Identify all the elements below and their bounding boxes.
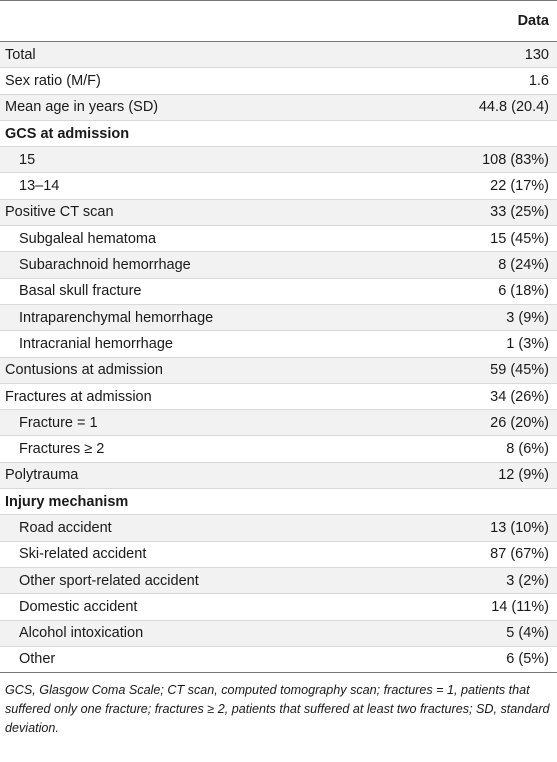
row-label: Domestic accident	[19, 598, 138, 615]
row-value: 34 (26%)	[490, 388, 549, 405]
row-label: Basal skull fracture	[19, 283, 142, 300]
row-value: 1 (3%)	[506, 335, 549, 352]
row-label: Contusions at admission	[5, 362, 163, 379]
row-label: 13–14	[19, 178, 60, 195]
row-value: 15 (45%)	[490, 230, 549, 247]
table-row	[0, 68, 557, 94]
section-row	[0, 489, 557, 515]
row-value: 8 (6%)	[506, 441, 549, 458]
table-row	[0, 42, 557, 68]
row-value: 6 (18%)	[498, 283, 549, 300]
data-column-header: Data	[517, 13, 549, 29]
row-value: 14 (11%)	[491, 598, 549, 615]
row-value: 87 (67%)	[490, 546, 549, 563]
table-row	[0, 621, 557, 647]
row-value: 26 (20%)	[490, 414, 549, 431]
table-header	[0, 0, 557, 42]
section-row	[0, 121, 557, 147]
table-row	[0, 594, 557, 620]
row-label: Road accident	[19, 519, 112, 536]
row-label: Sex ratio (M/F)	[5, 72, 101, 89]
table-row	[0, 252, 557, 278]
table-row	[0, 95, 557, 121]
row-label: 15	[19, 151, 36, 168]
row-label: Polytrauma	[5, 467, 79, 484]
row-label: Intraparenchymal hemorrhage	[19, 309, 214, 326]
row-label: Subarachnoid hemorrhage	[19, 257, 191, 274]
row-label: Fracture = 1	[19, 414, 98, 431]
table-row	[0, 200, 557, 226]
row-value: 44.8 (20.4)	[478, 99, 549, 116]
table-row	[0, 515, 557, 541]
table-row	[0, 173, 557, 199]
row-value: 6 (5%)	[506, 651, 549, 668]
table-row	[0, 226, 557, 252]
row-label: Total	[5, 46, 36, 63]
row-value: 13 (10%)	[490, 519, 549, 536]
row-value: 33 (25%)	[490, 204, 549, 221]
row-value: 12 (9%)	[498, 467, 549, 484]
table-row	[0, 436, 557, 462]
table-row	[0, 279, 557, 305]
row-value: 5 (4%)	[506, 625, 549, 642]
row-label: Intracranial hemorrhage	[19, 335, 173, 352]
row-label: Ski-related accident	[19, 546, 147, 563]
row-value: 130	[524, 46, 549, 63]
row-label: Injury mechanism	[5, 493, 129, 510]
table-body	[0, 42, 557, 673]
row-label: Fractures ≥ 2	[19, 441, 105, 458]
row-value: 8 (24%)	[498, 257, 549, 274]
row-label: Subgaleal hematoma	[19, 230, 157, 247]
row-label: Alcohol intoxication	[19, 625, 144, 642]
table-row	[0, 331, 557, 357]
row-label: Positive CT scan	[5, 204, 114, 221]
table-row	[0, 410, 557, 436]
row-label: GCS at admission	[5, 125, 130, 142]
table-footnote: GCS, Glasgow Coma Scale; CT scan, computed tomography scan; fractures = 1, patients that suffered only one fracture; fractures ≥ 2, patients that suffered at least two fractures; SD, standard deviation.	[5, 683, 550, 736]
row-value: 22 (17%)	[490, 178, 549, 195]
table-row	[0, 463, 557, 489]
table-row	[0, 147, 557, 173]
table-row	[0, 542, 557, 568]
table-row	[0, 305, 557, 331]
row-label: Mean age in years (SD)	[5, 99, 159, 116]
row-value: 108 (83%)	[482, 151, 549, 168]
row-value: 3 (2%)	[506, 572, 549, 589]
table-row	[0, 568, 557, 594]
row-value: 3 (9%)	[506, 309, 549, 326]
row-value: 59 (45%)	[490, 362, 549, 379]
row-label: Other sport-related accident	[19, 572, 199, 589]
table-row	[0, 647, 557, 673]
row-value: 1.6	[528, 72, 549, 89]
table-row	[0, 358, 557, 384]
row-label: Fractures at admission	[5, 388, 152, 405]
table-row	[0, 384, 557, 410]
row-label: Other	[19, 651, 56, 668]
